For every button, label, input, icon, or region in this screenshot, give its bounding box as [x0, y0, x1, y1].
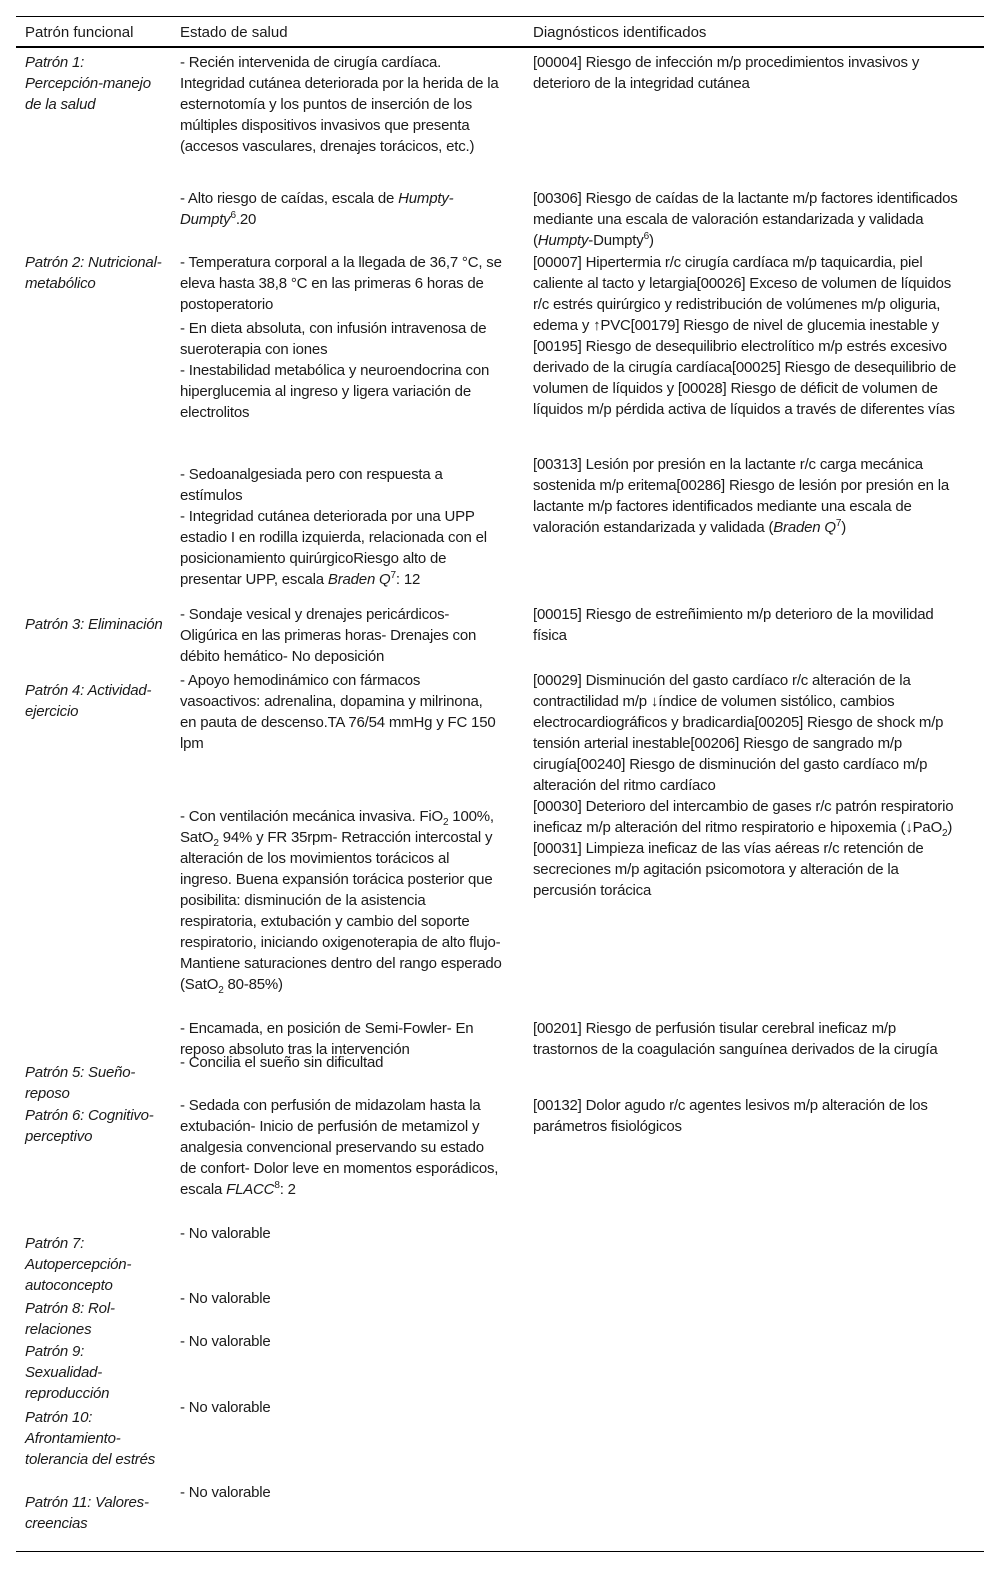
text-segment: : 12 [395, 571, 421, 588]
text-segment: Patrón 6: Cognitivo-perceptivo [25, 1107, 154, 1145]
text-segment: .20 [235, 211, 257, 228]
diagnostico-cell [533, 52, 963, 94]
text-segment: 7 [390, 570, 396, 581]
text-segment: Patrón 1: Percepción-manejo de la salud [25, 54, 151, 113]
text-segment: [00313] Lesión por presión en la lactante r/c carga mecánica sostenida m/p eritema[00286] Riesgo de lesión por presión en la lactante m/p factores identificados mediante una escala de valoración estandarizada y validada ( [533, 456, 949, 536]
text-segment: Patrón 7: Autopercepción-autoconcepto [25, 1235, 132, 1294]
patron-cell [25, 1407, 165, 1470]
text-segment: Braden Q [773, 519, 836, 536]
text-segment: [00030] Deterioro del intercambio de gases r/c patrón respiratorio ineficaz m/p alteración del ritmo respiratorio e hipoxemia (↓PaO [533, 798, 954, 836]
text-segment: FLACC [226, 1181, 275, 1198]
patron-cell [25, 680, 165, 722]
text-segment: - Sedoanalgesiada pero con respuesta a estímulos [180, 466, 443, 504]
text-segment: Humpty [537, 232, 589, 249]
text-segment: - Recién intervenida de cirugía cardíaca. Integridad cutánea deteriorada por la herida de la esternotomía y los puntos de inserción de los múltiples dispositivos invasivos que presenta (accesos vasculares, drenajes torácicos, etc.) [180, 54, 499, 155]
header-estado: Estado de salud [180, 24, 288, 41]
text-segment: - Sedada con perfusión de midazolam hasta la extubación- Inicio de perfusión de metamizol y analgesia convencional preservando su estado de confort- Dolor leve en momentos esporádicos, escala [180, 1097, 499, 1198]
text-segment: [00201] Riesgo de perfusión tisular cerebral ineficaz m/p trastornos de la coagulación sanguínea derivados de la cirugía [533, 1020, 938, 1058]
text-segment: Patrón 11: Valores-creencias [25, 1494, 149, 1532]
text-segment: - Con ventilación mecánica invasiva. FiO [180, 808, 443, 825]
estado-cell [180, 1095, 502, 1200]
patron-cell [25, 614, 165, 635]
text-segment: - Integridad cutánea deteriorada por una UPP estadio I en rodilla izquierda, relacionada con el posicionamiento quirúrgicoRiesgo alto de presentar UPP, escala [180, 508, 487, 588]
text-segment: 2 [213, 838, 219, 849]
text-segment: -Dumpty [588, 232, 644, 249]
estado-cell [180, 1052, 502, 1073]
patron-cell [25, 252, 165, 294]
text-segment: Humpty-Dumpty [180, 190, 454, 228]
text-segment: 94% y FR 35rpm- Retracción intercostal y alteración de los movimientos torácicos al ingreso. Buena expansión torácica posterior que posibilita: disminución de la asistencia respiratoria, extubación y cambio del soporte respiratorio, iniciando oxigenoterapia de alto flujo- Mantiene saturaciones dentro del rango esperado (SatO [180, 829, 502, 993]
text-segment: [00015] Riesgo de estreñimiento m/p deterioro de la movilidad física [533, 606, 934, 644]
text-segment: ) [648, 232, 654, 249]
text-segment: - Inestabilidad metabólica y neuroendocrina con hiperglucemia al ingreso y ligera variación de electrolitos [180, 362, 490, 421]
patron-cell [25, 52, 165, 115]
patron-cell [25, 1341, 165, 1404]
diagnostico-cell [533, 252, 963, 420]
text-segment: - Temperatura corporal a la llegada de 36,7 °C, se eleva hasta 38,8 °C en las primeras 6 horas de postoperatorio [180, 254, 502, 313]
diagnostico-cell [533, 604, 963, 646]
text-segment: Patrón 2: Nutricional-metabólico [25, 254, 162, 292]
diagnostico-cell [533, 670, 963, 796]
text-segment: 6 [230, 210, 236, 221]
patron-cell [25, 1298, 165, 1340]
text-segment: 8 [274, 1180, 280, 1191]
text-segment: 80-85%) [223, 976, 283, 993]
text-segment: [00306] Riesgo de caídas de la lactante m/p factores identificados mediante una escala de valoración estandarizada y validada ( [533, 190, 958, 249]
text-segment: [00004] Riesgo de infección m/p procedimientos invasivos y deterioro de la integridad cutánea [533, 54, 920, 92]
text-segment: Patrón 5: Sueño-reposo [25, 1064, 136, 1102]
estado-cell [180, 252, 502, 315]
text-segment: - No valorable [180, 1225, 271, 1242]
text-segment: - Apoyo hemodinámico con fármacos vasoactivos: adrenalina, dopamina y milrinona, en pauta de descenso.TA 76/54 mmHg y FC 150 lpm [180, 672, 496, 752]
diagnostico-cell [533, 1018, 963, 1060]
text-segment: Patrón 8: Rol-relaciones [25, 1300, 115, 1338]
estado-cell [180, 1223, 502, 1244]
estado-cell [180, 1482, 502, 1503]
text-segment: Patrón 4: Actividad-ejercicio [25, 682, 152, 720]
text-segment: Patrón 10: Afrontamiento-tolerancia del estrés [25, 1409, 156, 1468]
text-segment: 6 [643, 231, 649, 242]
text-segment: - Sondaje vesical y drenajes pericárdicos- Oligúrica en las primeras horas- Drenajes con débito hemático- No deposición [180, 606, 477, 665]
estado-cell [180, 360, 502, 423]
text-segment: [00007] Hipertermia r/c cirugía cardíaca m/p taquicardia, piel caliente al tacto y letargia[00026] Exceso de volumen de líquidos r/c estrés quirúrgico y redistribución de volúmenes m/p oliguria, edema y ↑PVC[00179] Riesgo de nivel de glucemia inestable y [00195] Riesgo de desequilibrio electrolítico m/p estrés excesivo derivado de la cirugía cardíaca[00025] Riesgo de desequilibrio de volumen de líquidos y [00028] Riesgo de déficit de volumen de líquidos m/p pérdida activa de líquidos a través de diferentes vías [533, 254, 957, 418]
text-segment: - No valorable [180, 1484, 271, 1501]
diagnostico-cell [533, 188, 963, 251]
text-segment: Braden Q [327, 571, 391, 588]
diagnostico-cell [533, 796, 963, 901]
top-rule [16, 16, 984, 17]
estado-cell [180, 1397, 502, 1418]
text-segment: - En dieta absoluta, con infusión intravenosa de sueroterapia con iones [180, 320, 487, 358]
text-segment: 2 [442, 817, 449, 828]
text-segment: - No valorable [180, 1333, 271, 1350]
diagnostico-cell [533, 1095, 963, 1137]
text-segment: - Alto riesgo de caídas, escala de [180, 190, 399, 207]
estado-cell [180, 52, 502, 157]
text-segment: - Concilia el sueño sin dificultad [180, 1054, 384, 1071]
header-diagnosticos: Diagnósticos identificados [533, 24, 707, 41]
bottom-rule [16, 1551, 984, 1552]
estado-cell [180, 1288, 502, 1309]
text-segment: 2 [218, 985, 224, 996]
text-segment: 100%, SatO [180, 808, 494, 846]
text-segment: )[00031] Limpieza ineficaz de las vías aéreas r/c retención de secreciones m/p agitación psicomotora y alteración de la percusión torácica [533, 819, 953, 899]
estado-cell [180, 464, 502, 506]
text-segment: Patrón 3: Eliminación [25, 616, 163, 633]
header-rule [16, 46, 984, 48]
patron-cell [25, 1233, 165, 1296]
patron-cell [25, 1062, 165, 1104]
diagnostico-cell [533, 454, 963, 538]
text-segment: : 2 [279, 1181, 296, 1198]
header-patron: Patrón funcional [25, 24, 134, 41]
text-segment: - Encamada, en posición de Semi-Fowler- En reposo absoluto tras la intervención [180, 1020, 474, 1058]
estado-cell [180, 506, 502, 590]
text-segment: - No valorable [180, 1399, 271, 1416]
patron-cell [25, 1105, 165, 1147]
estado-cell [180, 670, 502, 754]
estado-cell [180, 604, 502, 667]
text-segment: 7 [835, 518, 842, 529]
estado-cell [180, 188, 502, 230]
text-segment: ) [841, 519, 847, 536]
text-segment: - No valorable [180, 1290, 271, 1307]
text-segment: Patrón 9: Sexualidad-reproducción [25, 1343, 110, 1402]
estado-cell [180, 1331, 502, 1352]
text-segment: 2 [942, 828, 948, 839]
estado-cell [180, 806, 502, 995]
text-segment: [00029] Disminución del gasto cardíaco r/c alteración de la contractilidad m/p ↓índice de volumen sistólico, cambios electrocardiográficos y bradicardia[00205] Riesgo de shock m/p tensión arterial inestable[00206] Riesgo de sangrado m/p cirugía[00240] Riesgo de disminución del gasto cardíaco m/p alteración del ritmo cardíaco [533, 672, 944, 794]
estado-cell [180, 318, 502, 360]
text-segment: [00132] Dolor agudo r/c agentes lesivos m/p alteración de los parámetros fisiológicos [533, 1097, 928, 1135]
patron-cell [25, 1492, 165, 1534]
